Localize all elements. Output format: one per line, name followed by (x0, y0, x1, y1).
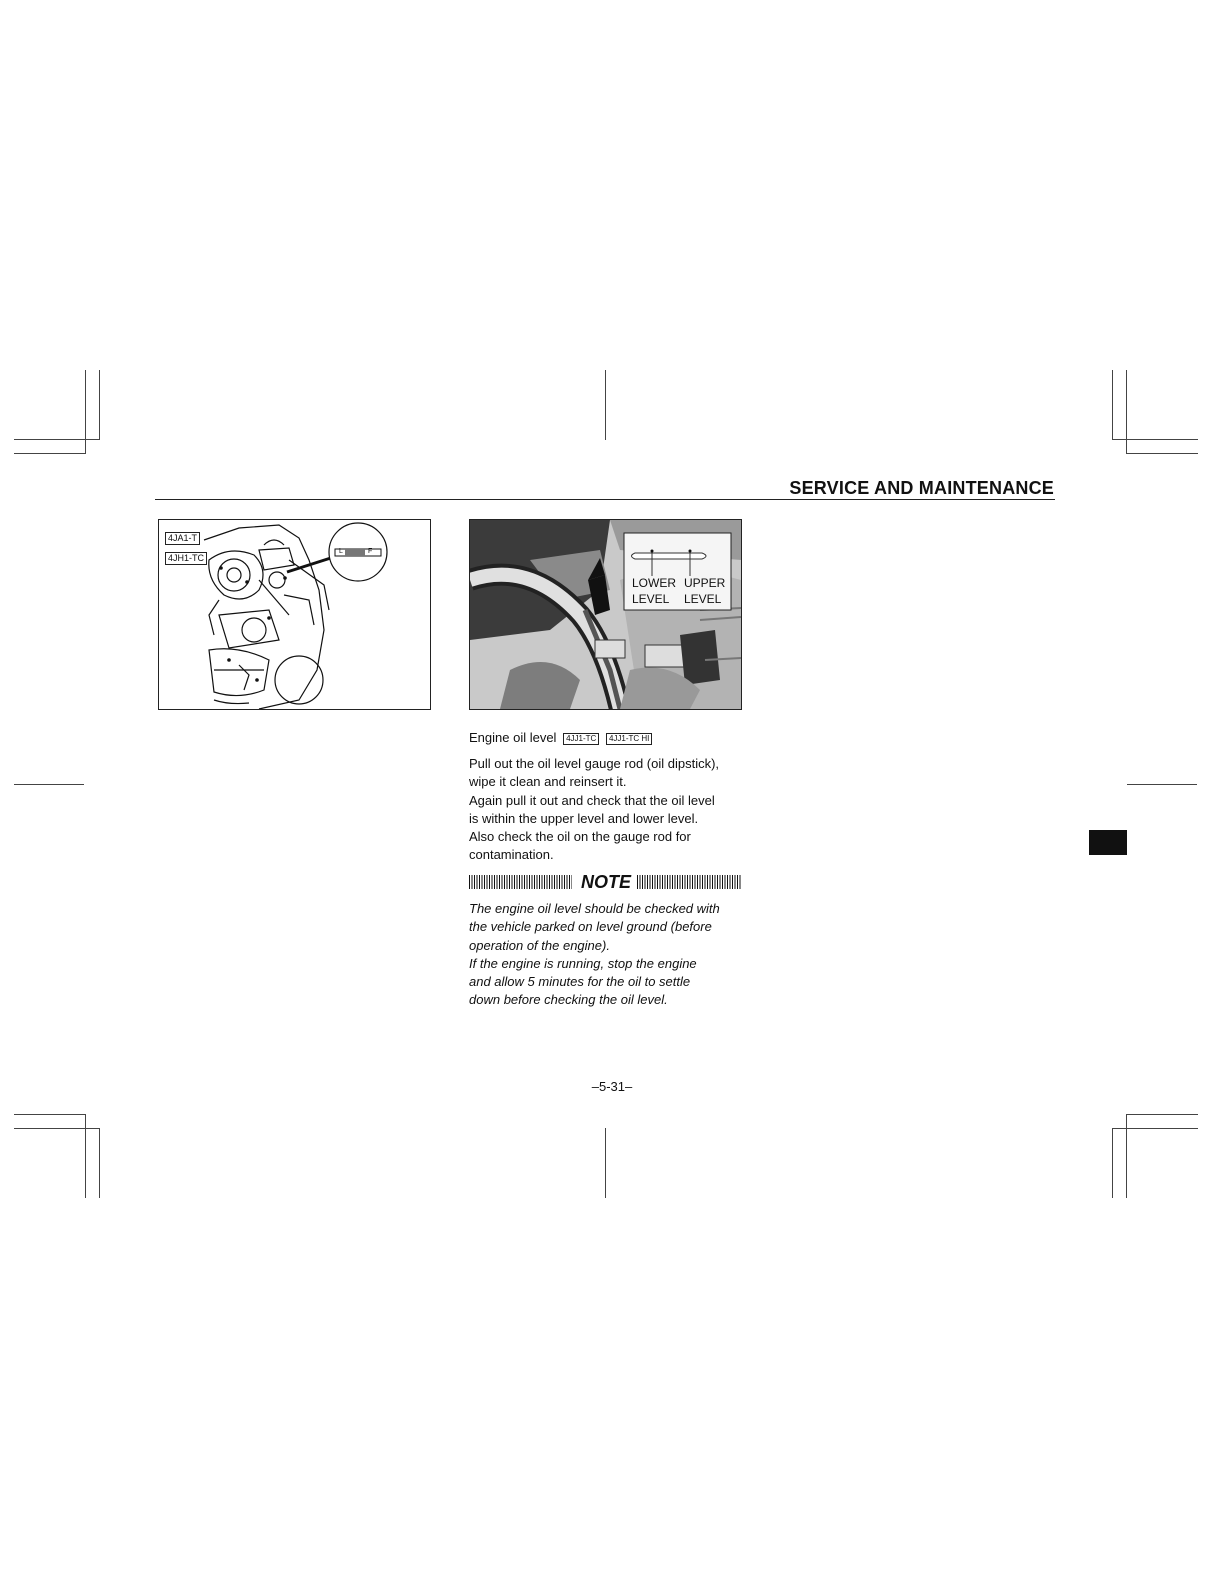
dipstick-mark-full: F (368, 548, 373, 555)
tag-4jj1-tc: 4JJ1-TC (563, 733, 599, 745)
paragraph-line: Again pull it out and check that the oil level (469, 792, 715, 808)
note-line: The engine oil level should be checked with (469, 901, 720, 916)
paragraph-line: Pull out the oil level gauge rod (oil dipstick), (469, 756, 720, 771)
note-label: NOTE (581, 872, 632, 892)
note-banner (469, 873, 741, 891)
chapter-thumb-tab (1089, 830, 1127, 855)
engine-diagram-figure (158, 519, 431, 710)
upper-level-label: UPPER LEVEL (684, 576, 726, 606)
engine-tag-4jh1tc: 4JH1-TC (165, 552, 207, 565)
note-line: the vehicle parked on level ground (before (469, 919, 712, 935)
heading-text: Engine oil level (469, 730, 557, 745)
instructions-paragraph (469, 755, 744, 865)
engine-illustration (159, 520, 430, 709)
paragraph-line: contamination. (469, 847, 554, 863)
page-number: –5-31– (591, 1079, 633, 1094)
lower-level-label: LOWER LEVEL (632, 576, 677, 606)
paragraph-line: wipe it clean and reinsert it. (469, 774, 627, 790)
engine-tag-4ja1t: 4JA1-T (165, 532, 200, 545)
note-line: If the engine is running, stop the engine (469, 955, 697, 971)
note-line: and allow 5 minutes for the oil to settle (469, 974, 691, 990)
tag-4jj1-tc-hi: 4JJ1-TC HI (606, 733, 652, 745)
note-hatch-right (637, 875, 741, 889)
paragraph-line: Also check the oil on the gauge rod for (469, 829, 691, 845)
section-rule (155, 499, 1055, 500)
paragraph-line: is within the upper level and lower level. (469, 810, 699, 826)
dipstick-mark-low: L (339, 548, 343, 555)
note-line: down before checking the oil level. (469, 992, 668, 1008)
note-paragraph (469, 900, 749, 1010)
section-title: SERVICE AND MAINTENANCE (789, 478, 1054, 498)
note-hatch-left (469, 875, 572, 889)
engine-oil-level-heading (469, 730, 652, 745)
engine-bay-illustration (470, 520, 741, 709)
note-line: operation of the engine). (469, 937, 610, 953)
engine-bay-photo-figure (469, 519, 742, 710)
